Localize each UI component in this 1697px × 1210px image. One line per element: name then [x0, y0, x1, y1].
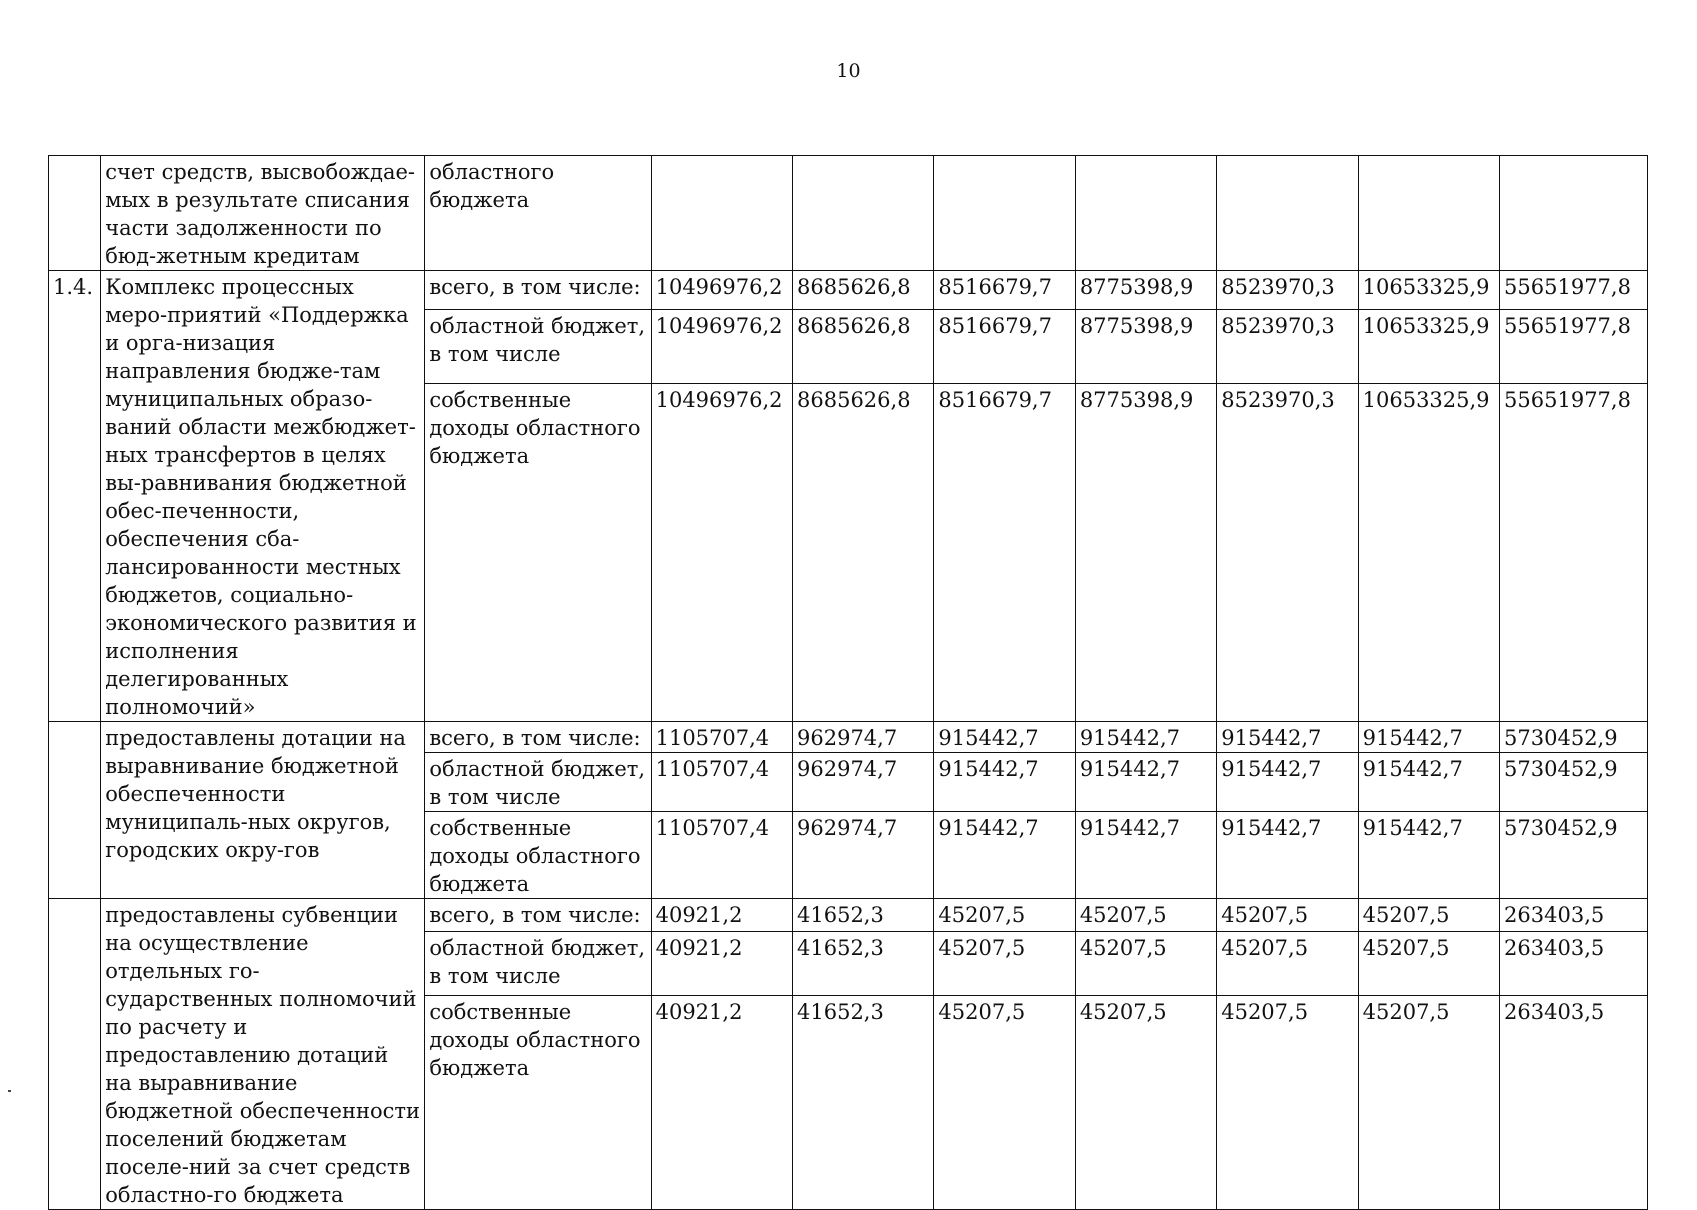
- value-cell: 10496976,2: [651, 271, 792, 310]
- value-cell: 8685626,8: [793, 383, 934, 721]
- value-cell: 915442,7: [934, 722, 1075, 753]
- value-cell: 8516679,7: [934, 271, 1075, 310]
- value-cell: 5730452,9: [1500, 812, 1648, 899]
- value-cell: 915442,7: [934, 753, 1075, 812]
- row-source: областной бюджет, в том числе: [425, 753, 651, 812]
- value-cell: 263403,5: [1500, 995, 1648, 1210]
- value-cell: 45207,5: [1075, 932, 1216, 995]
- value-cell: 962974,7: [793, 753, 934, 812]
- value-cell: 8775398,9: [1075, 271, 1216, 310]
- value-cell: 45207,5: [1217, 932, 1358, 995]
- row-name: предоставлены субвенции на осуществление отдельных го-сударственных полномочий по расчету и предоставлению дотаций на выравнивание бюджетной обеспеченности поселений бюджетам поселе-ний за счет средств областно-го бюджета: [101, 899, 425, 1210]
- value-cell: 263403,5: [1500, 932, 1648, 995]
- value-cell: 45207,5: [1358, 899, 1499, 932]
- row-source: собственные доходы областного бюджета: [425, 383, 651, 721]
- row-source: областной бюджет, в том числе: [425, 309, 651, 383]
- table-row: [49, 156, 1648, 271]
- row-code: [49, 156, 101, 271]
- value-cell: 915442,7: [934, 812, 1075, 899]
- row-source: собственные доходы областного бюджета: [425, 812, 651, 899]
- row-code: 1.4.: [49, 271, 101, 722]
- row-name: предоставлены дотации на выравнивание бюджетной обеспеченности муниципаль-ных округов, городских окру-гов: [101, 722, 425, 899]
- value-cell: 45207,5: [934, 932, 1075, 995]
- row-name: Комплекс процессных меро-приятий «Поддержка и орга-низация направления бюдже-там муниципальных образо-ваний области межбюджет-ных трансфертов в целях вы-равнивания бюджетной обес-печенности, обеспечения сба-лансированности местных бюджетов, социально-экономического развития и исполнения делегированных полномочий»: [101, 271, 425, 722]
- value-cell: 45207,5: [934, 995, 1075, 1210]
- value-cell: 5730452,9: [1500, 753, 1648, 812]
- value-cell: 10653325,9: [1358, 383, 1499, 721]
- value-cell: 8516679,7: [934, 309, 1075, 383]
- value-cell: 8685626,8: [793, 309, 934, 383]
- row-source: собственные доходы областного бюджета: [425, 995, 651, 1210]
- value-cell: 40921,2: [651, 899, 792, 932]
- budget-table: [48, 155, 1648, 1210]
- value-cell: 55651977,8: [1500, 271, 1648, 310]
- value-cell: 55651977,8: [1500, 309, 1648, 383]
- scan-artifact: [8, 1090, 11, 1092]
- value-cell: 40921,2: [651, 932, 792, 995]
- value-cell: 915442,7: [1217, 753, 1358, 812]
- value-cell: [651, 156, 792, 271]
- value-cell: 8685626,8: [793, 271, 934, 310]
- value-cell: 915442,7: [1217, 812, 1358, 899]
- value-cell: 263403,5: [1500, 899, 1648, 932]
- value-cell: 915442,7: [1358, 753, 1499, 812]
- value-cell: 8523970,3: [1217, 271, 1358, 310]
- value-cell: 41652,3: [793, 899, 934, 932]
- value-cell: 915442,7: [1075, 812, 1216, 899]
- value-cell: 45207,5: [1358, 932, 1499, 995]
- value-cell: 915442,7: [1075, 753, 1216, 812]
- row-source: всего, в том числе:: [425, 271, 651, 310]
- value-cell: 40921,2: [651, 995, 792, 1210]
- row-name: счет средств, высвобождае-мых в результате списания части задолженности по бюд-жетным кредитам: [101, 156, 425, 271]
- value-cell: 10496976,2: [651, 309, 792, 383]
- value-cell: 915442,7: [1358, 812, 1499, 899]
- value-cell: 8516679,7: [934, 383, 1075, 721]
- value-cell: 8775398,9: [1075, 309, 1216, 383]
- value-cell: 10653325,9: [1358, 309, 1499, 383]
- value-cell: 10653325,9: [1358, 271, 1499, 310]
- table-row: [49, 271, 1648, 310]
- row-source: всего, в том числе:: [425, 899, 651, 932]
- value-cell: 1105707,4: [651, 753, 792, 812]
- value-cell: 45207,5: [1075, 899, 1216, 932]
- value-cell: [1500, 156, 1648, 271]
- table-row: [49, 722, 1648, 753]
- row-source: областного бюджета: [425, 156, 651, 271]
- value-cell: 45207,5: [1217, 995, 1358, 1210]
- value-cell: [1358, 156, 1499, 271]
- row-code: [49, 899, 101, 1210]
- row-code: [49, 722, 101, 899]
- value-cell: 8523970,3: [1217, 309, 1358, 383]
- value-cell: [1075, 156, 1216, 271]
- table-row: [49, 899, 1648, 932]
- value-cell: 962974,7: [793, 722, 934, 753]
- value-cell: [934, 156, 1075, 271]
- value-cell: 915442,7: [1217, 722, 1358, 753]
- page-number: 10: [836, 60, 861, 82]
- value-cell: 45207,5: [934, 899, 1075, 932]
- value-cell: 1105707,4: [651, 722, 792, 753]
- value-cell: 41652,3: [793, 995, 934, 1210]
- value-cell: 10496976,2: [651, 383, 792, 721]
- value-cell: 45207,5: [1358, 995, 1499, 1210]
- value-cell: [793, 156, 934, 271]
- value-cell: 8775398,9: [1075, 383, 1216, 721]
- value-cell: 5730452,9: [1500, 722, 1648, 753]
- value-cell: 915442,7: [1075, 722, 1216, 753]
- value-cell: 8523970,3: [1217, 383, 1358, 721]
- row-source: областной бюджет, в том числе: [425, 932, 651, 995]
- row-source: всего, в том числе:: [425, 722, 651, 753]
- value-cell: 41652,3: [793, 932, 934, 995]
- value-cell: [1217, 156, 1358, 271]
- value-cell: 55651977,8: [1500, 383, 1648, 721]
- value-cell: 1105707,4: [651, 812, 792, 899]
- value-cell: 45207,5: [1075, 995, 1216, 1210]
- value-cell: 962974,7: [793, 812, 934, 899]
- value-cell: 915442,7: [1358, 722, 1499, 753]
- value-cell: 45207,5: [1217, 899, 1358, 932]
